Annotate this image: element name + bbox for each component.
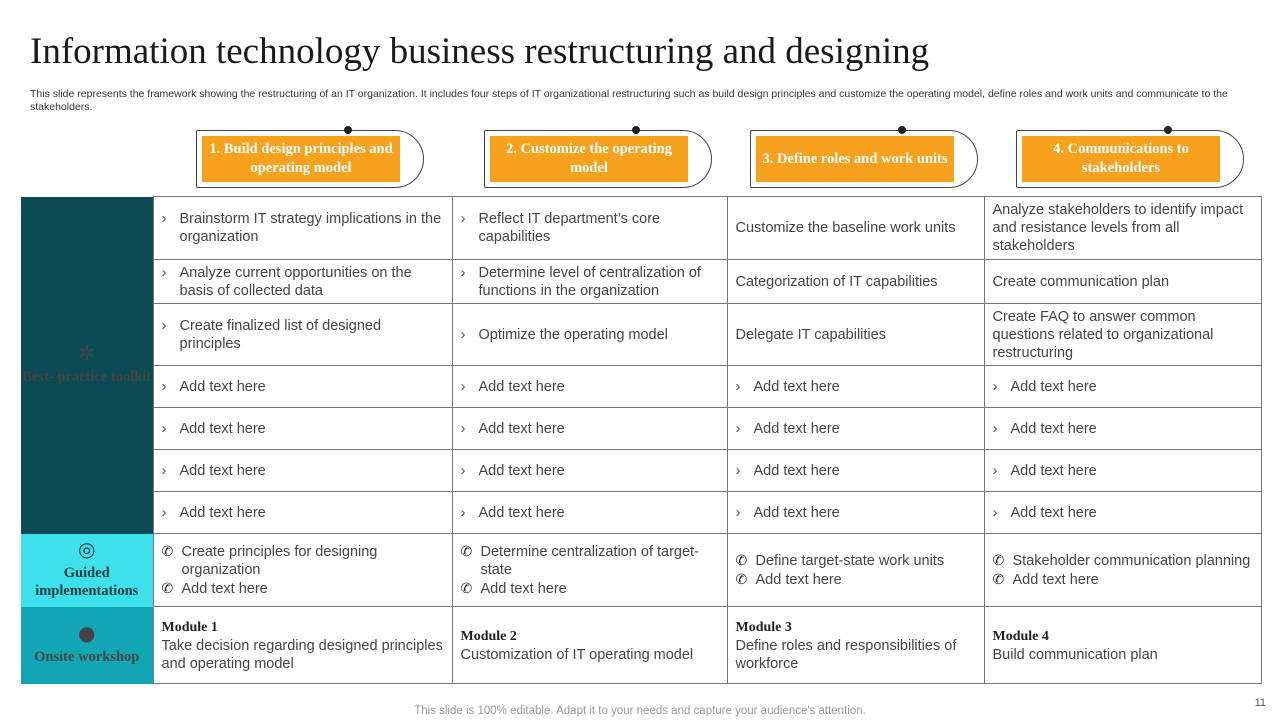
table-row: › Create finalized list of designed principles › Optimize the operating model Delegate IT capabilities Create FAQ to answer common questions related to organizational restructuring [21,304,1261,366]
page-number: 11 [1254,697,1266,709]
chevron-right-icon: › [460,325,466,343]
chevron-right-icon: › [161,419,167,437]
gear-hand-icon: ✲ [78,341,96,365]
chevron-right-icon: › [460,210,466,227]
guided-row: ◎ Guided implementations ✆ Create principles for designing organization ✆ Add text here ✆ Determine centralization of target-state ✆ Add text here ✆ Define target-state work units ✆ Add text here ✆ Stakeholder communication planning ✆ Add text here [21,534,1261,607]
phone-icon: ✆ [161,543,174,560]
step-4-label: 4. Communications to stakeholders [1022,136,1220,182]
chevron-right-icon: › [992,503,998,521]
phone-icon: ✆ [460,543,473,560]
chevron-right-icon: › [992,461,998,479]
step-3 [750,130,978,190]
table-row: › Add text here › Add text here › Add text here › Add text here [21,366,1261,408]
onsite-label: Onsite workshop [34,649,140,665]
chevron-right-icon: › [161,461,167,479]
best-practice-label: Best- practice toolkit [22,369,152,385]
phone-icon: ✆ [992,571,1005,588]
chevron-right-icon: › [460,461,466,479]
page-title: Information technology business restructuring and designing [30,31,930,72]
step-1-label: 1. Build design principles and operating model [202,136,400,182]
step-2 [484,130,712,190]
table-row: › Add text here › Add text here › Add text here › Add text here [21,408,1261,450]
chevron-right-icon: › [735,503,741,521]
chevron-right-icon: › [161,503,167,521]
page-subtitle: This slide represents the framework showing the restructuring of an IT organization. It includes four steps of IT organizational restructuring such as build design principles and customize the operating model, define roles and work units and communicate to the stakeholders. [30,88,1228,113]
step-1 [196,130,424,190]
best-practice-toolkit-cell [21,197,153,534]
step-4 [1016,130,1244,190]
table-row: ✲ Best- practice toolkit › Brainstorm IT strategy implications in the organization › Reflect IT department’s core capabilities Customize the baseline work units Analyze stakeholders to identify impact and resistance levels from all stakeholders [21,197,1261,260]
target-icon: ◎ [78,537,96,561]
chevron-right-icon: › [161,210,167,227]
module-row: ● Onsite workshop Module 1 Take decision regarding designed principles and operating model Module 2 Customization of IT operating model Module 3 Define roles and responsibilities of workforce Module 4 Build communication plan [21,607,1261,684]
chevron-right-icon: › [460,503,466,521]
chevron-right-icon: › [460,263,466,281]
step-3-label: 3. Define roles and work units [756,136,954,182]
chevron-right-icon: › [460,419,466,437]
phone-icon: ✆ [161,580,174,597]
chevron-right-icon: › [992,419,998,437]
phone-icon: ✆ [460,580,473,597]
table-row: › Add text here › Add text here › Add text here › Add text here [21,450,1261,492]
person-icon: ● [78,621,96,645]
step-2-label: 2. Customize the operating model [490,136,688,182]
chevron-right-icon: › [735,419,741,437]
footer-note: This slide is 100% editable. Adapt it to your needs and capture your audience's attention. [414,705,866,717]
onsite-workshop-cell [21,607,153,684]
chevron-right-icon: › [161,316,167,334]
chevron-right-icon: › [161,377,167,395]
phone-icon: ✆ [735,571,748,588]
guided-label: Guided implementations [35,565,139,599]
chevron-right-icon: › [161,263,167,281]
chevron-right-icon: › [992,377,998,395]
chevron-right-icon: › [460,377,466,395]
table-row: › Add text here › Add text here › Add text here › Add text here [21,492,1261,534]
chevron-right-icon: › [735,377,741,395]
framework-table [21,196,1262,684]
phone-icon: ✆ [992,552,1005,569]
table-row: › Analyze current opportunities on the basis of collected data › Determine level of centralization of functions in the organization Categorization of IT capabilities Create communication plan [21,260,1261,304]
chevron-right-icon: › [735,461,741,479]
guided-implementations-cell [21,534,153,607]
phone-icon: ✆ [735,552,748,569]
